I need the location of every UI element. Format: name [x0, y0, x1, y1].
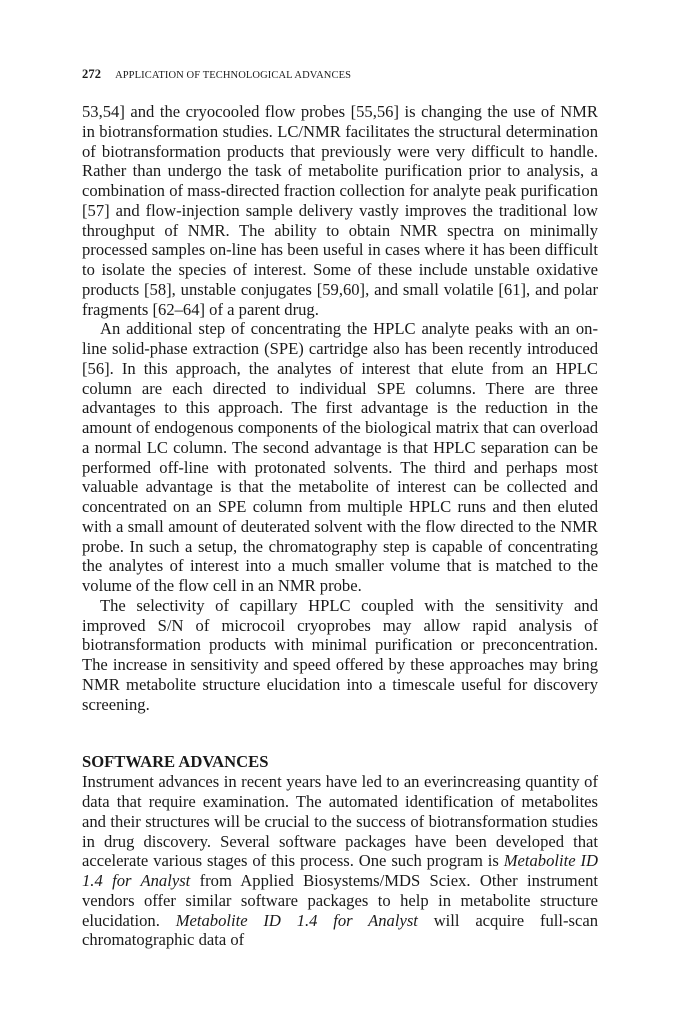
paragraph: The selectivity of capillary HPLC coupled with the sensitivity and improved S/N of microcoil cryoprobes may allow rapid analysis of biotransformation products with minimal purification or preconcentration. The increase in sensitivity and speed offered by these approaches may bring NMR metabolite structure elucidation into a timescale useful for discovery screening.: [82, 595, 598, 714]
body-text: [82, 102, 598, 950]
paragraph: 53,54] and the cryocooled flow probes [55,56] is changing the use of NMR in biotransformation studies. LC/NMR facilitates the structural determination of biotransformation products that previously were very difficult to handle. Rather than undergo the task of metabolite purification prior to analysis, a combination of mass-directed fraction collection for analyte peak purification [57] and flow-injection sample delivery vastly improves the traditional low throughput of NMR. The ability to obtain NMR spectra on minimally processed samples on-line has been useful in cases where it has been difficult to isolate the species of interest. Some of these include unstable oxidative products [58], unstable conjugates [59,60], and small volatile [61], and polar fragments [62–64] of a parent drug.: [82, 102, 598, 319]
section-text: will acquire full-scan chromatographic data of: [82, 910, 598, 950]
running-head-title: APPLICATION OF TECHNOLOGICAL ADVANCES: [115, 70, 352, 81]
section-text: Instrument advances in recent years have led to an everincreasing quantity of data that require examination. The automated identification of metabolites and their structures will be crucial to the success of biotransformation studies in drug discovery. Several software packages have been developed that accelerate various stages of this process. One such program is: [82, 772, 598, 871]
page-number: 272: [82, 67, 102, 81]
running-head: [82, 66, 598, 82]
section-paragraph: [82, 772, 598, 950]
program-name: Metabolite ID 1.4 for Analyst: [82, 851, 598, 890]
section-heading: SOFTWARE ADVANCES: [82, 752, 269, 772]
program-name: Metabolite ID 1.4 for Analyst: [175, 910, 418, 930]
section-text: from Applied Biosystems/MDS Sciex. Other instrument vendors offer similar software packages to help in metabolite structure elucidation.: [82, 871, 598, 930]
page: [82, 66, 598, 950]
paragraph: An additional step of concentrating the HPLC analyte peaks with an on-line solid-phase extraction (SPE) cartridge also has been recently introduced [56]. In this approach, the analytes of interest that elute from an HPLC column are each directed to individual SPE columns. There are three advantages to this approach. The first advantage is the reduction in the amount of endogenous components of the biological matrix that can overload a normal LC column. The second advantage is that HPLC separation can be performed off-line with protonated solvents. The third and perhaps most valuable advantage is that the metabolite of interest can be collected and concentrated on an SPE column from multiple HPLC runs and then eluted with a small amount of deuterated solvent with the flow directed to the NMR probe. In such a setup, the chromatography step is capable of concentrating the analytes of interest into a much smaller volume that is matched to the volume of the flow cell in an NMR probe.: [82, 319, 598, 595]
